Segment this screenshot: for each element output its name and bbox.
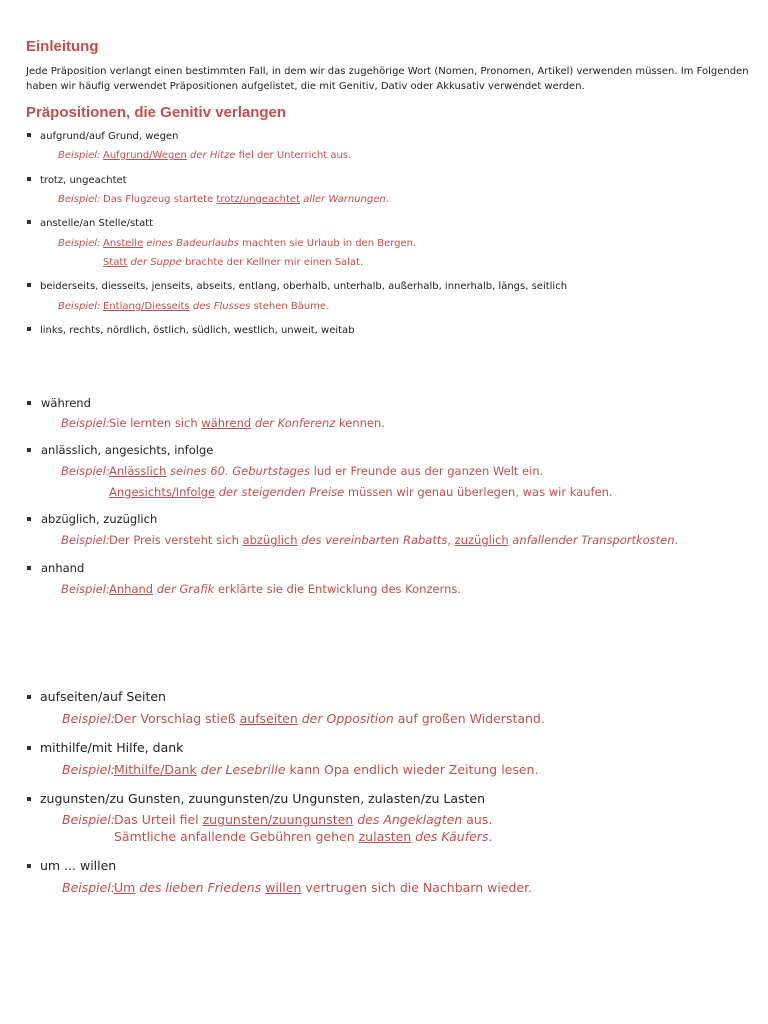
sentence-text: Sie lernten sich [109,416,202,430]
sentence-text: brachte der Kellner mir einen Salat. [181,257,364,268]
genitive-phrase: anfallender Transportkosten [512,533,675,547]
preposition-highlight: Entlang/Diesseits [103,301,190,312]
sentence-text: machten sie Urlaub in den Bergen. [238,238,417,249]
example-label: Beispiel: [62,762,116,777]
genitive-phrase: der steigenden Preise [218,485,345,499]
genitive-phrase: der Hitze [190,150,236,161]
example-label: Beispiel: [58,194,101,205]
preposition-highlight: zugunsten/zuungunsten [202,812,354,827]
genitive-phrase: des Angeklagten [357,812,463,827]
intro-paragraph: Jede Präposition verlangt einen bestimmten Fall, in dem wir das zugehörige Wort (Nomen, Pronomen, Artikel) verwenden müssen. Im Folgenden haben wir häufig verwendet Präpositionen aufgelistet, die mit Genitiv, Dativ oder Akkusativ verwendet werden. [26,66,749,92]
sentence-text: . [488,829,493,844]
sentence-text: Sämtliche anfallende Gebühren gehen [114,829,359,844]
preposition-highlight: aufseiten [239,711,298,726]
sentence-text: aus. [462,812,493,827]
sentence-text: vertrugen sich die Nachbarn wieder. [301,880,533,895]
sentence-text: erklärte sie die Entwicklung des Konzerns. [214,582,462,596]
genitive-phrase: der Grafik [156,582,215,596]
example-sentence [58,194,389,205]
example-label: Beispiel: [62,880,116,895]
preposition-highlight: Mithilfe/Dank [114,762,197,777]
genitive-phrase: des lieben Friedens [139,880,262,895]
example-sentence [62,711,545,726]
sentence-text: . [674,533,679,547]
preposition-highlight: Angesichts/Infolge [109,485,216,499]
sentence-text: . [385,194,389,205]
example-label: Beispiel: [61,533,110,547]
sentence-text: Der Preis versteht sich [109,533,243,547]
example-sentence [58,257,363,268]
genitive-phrase: aller Warnungen [303,194,386,205]
genitive-phrase: der Konferenz [254,416,336,430]
example-sentence [58,150,351,161]
heading-genitiv: Präpositionen, die Genitiv verlangen [26,104,287,121]
example-label: Beispiel: [61,416,110,430]
preposition-highlight: abzüglich [242,533,298,547]
sentence-text: kennen. [335,416,385,430]
example-label: Beispiel: [62,711,116,726]
example-sentence [61,464,543,478]
sentence-text: auf großen Widerstand. [393,711,545,726]
preposition-highlight: willen [265,880,302,895]
example-sentence [61,533,678,547]
preposition-item: aufseiten/auf Seiten [27,689,166,704]
example-sentence [61,582,461,596]
example-sentence [62,829,492,844]
sentence-text: fiel der Unterricht aus. [235,150,352,161]
genitive-phrase: des Flusses [192,301,251,312]
example-sentence [62,812,492,827]
preposition-item: um ... willen [27,858,116,873]
preposition-item: trotz, ungeachtet [27,175,127,186]
example-sentence [61,485,613,499]
heading-einleitung: Einleitung [26,38,99,55]
genitive-phrase: des Käufers [415,829,489,844]
preposition-highlight: Anhand [109,582,154,596]
preposition-item: anlässlich, angesichts, infolge [27,443,213,457]
preposition-item: anstelle/an Stelle/statt [27,218,153,229]
preposition-item: anhand [27,561,84,575]
preposition-item: mithilfe/mit Hilfe, dank [27,740,183,755]
example-sentence [58,301,329,312]
preposition-item: zugunsten/zu Gunsten, zuungunsten/zu Ungunsten, zulasten/zu Lasten [27,791,485,806]
example-label: Beispiel: [61,464,110,478]
preposition-highlight: Anstelle [103,238,144,249]
preposition-highlight: Um [114,880,136,895]
preposition-highlight: zuzüglich [454,533,509,547]
preposition-item: abzüglich, zuzüglich [27,512,157,526]
sentence-text: kann Opa endlich wieder Zeitung lesen. [285,762,539,777]
example-sentence [62,880,532,895]
sentence-text: Das Flugzeug startete [103,194,217,205]
preposition-item: beiderseits, diesseits, jenseits, abseits, entlang, oberhalb, unterhalb, außerhalb, innerhalb, längs, seitlich [27,281,567,292]
preposition-highlight: während [201,416,252,430]
example-label: Beispiel: [61,582,110,596]
example-sentence [62,762,538,777]
example-label: Beispiel: [58,150,101,161]
sentence-text: lud er Freunde aus der ganzen Welt ein. [310,464,544,478]
preposition-item: während [27,396,91,410]
preposition-highlight: Anlässlich [109,464,167,478]
sentence-text: müssen wir genau überlegen, was wir kaufen. [344,485,613,499]
genitive-phrase: seines 60. Geburtstages [170,464,310,478]
sentence-text: , [447,533,455,547]
genitive-phrase: der Lesebrille [200,762,286,777]
sentence-text: Das Urteil fiel [114,812,203,827]
genitive-phrase: der Suppe [130,257,182,268]
preposition-highlight: Aufgrund/Wegen [103,150,187,161]
genitive-phrase: eines Badeurlaubs [146,238,239,249]
genitive-phrase: der Opposition [301,711,394,726]
example-label: Beispiel: [58,238,101,249]
sentence-text: Der Vorschlag stieß [114,711,240,726]
genitive-phrase: des vereinbarten Rabatts [301,533,448,547]
preposition-highlight: trotz/ungeachtet [216,194,301,205]
example-sentence [58,238,416,249]
preposition-item: aufgrund/auf Grund, wegen [27,131,178,142]
example-label: Beispiel: [62,812,116,827]
example-label: Beispiel: [58,301,101,312]
preposition-highlight: Statt [103,257,128,268]
sentence-text: stehen Bäume. [250,301,330,312]
preposition-highlight: zulasten [358,829,412,844]
preposition-item: links, rechts, nördlich, östlich, südlich, westlich, unweit, weitab [27,325,355,336]
example-sentence [61,416,385,430]
